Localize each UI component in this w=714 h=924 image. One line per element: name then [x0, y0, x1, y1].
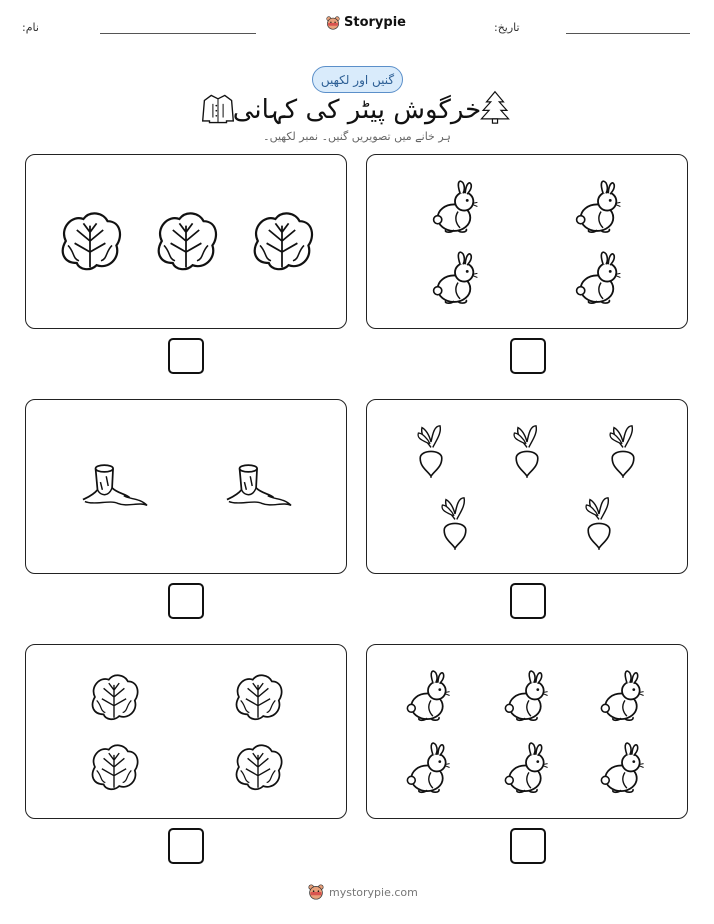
counting-panel-rabbit-6 — [366, 644, 688, 819]
rabbit-icon — [597, 669, 647, 723]
name-line[interactable] — [100, 33, 256, 34]
rabbit-icon — [572, 179, 624, 235]
rabbit-icon — [403, 741, 453, 795]
radish-icon — [413, 424, 449, 478]
worksheet-tag: گنیں اور لکھیں — [312, 66, 403, 93]
answer-box[interactable] — [510, 828, 546, 864]
radish-icon — [509, 424, 545, 478]
footer — [308, 884, 418, 900]
answer-box[interactable] — [510, 338, 546, 374]
counting-panel-radish-5 — [366, 399, 688, 574]
name-label: نام: — [22, 21, 39, 34]
radish-icon — [605, 424, 641, 478]
counting-panel-lettuce-3 — [25, 154, 347, 329]
lettuce-icon — [88, 741, 140, 793]
instructions: ہر خانے میں تصویریں گنیں۔ نمبر لکھیں۔ — [263, 130, 451, 143]
radish-icon — [581, 496, 617, 550]
logo-text: Storypie — [344, 15, 406, 30]
rabbit-icon — [597, 741, 647, 795]
counting-panel-rabbit-4 — [366, 154, 688, 329]
rabbit-icon — [429, 179, 481, 235]
counting-panel-lettuce-4 — [25, 644, 347, 819]
bear-logo-icon — [308, 884, 324, 900]
answer-box[interactable] — [168, 583, 204, 619]
radish-icon — [437, 496, 473, 550]
lettuce-icon — [232, 671, 284, 723]
lettuce-icon — [57, 208, 123, 274]
answer-box[interactable] — [510, 583, 546, 619]
answer-box[interactable] — [168, 338, 204, 374]
lettuce-icon — [249, 208, 315, 274]
tree-icon — [478, 90, 512, 124]
storypie-logo — [326, 15, 406, 30]
rabbit-icon — [501, 741, 551, 795]
lettuce-icon — [232, 741, 284, 793]
rabbit-icon — [572, 250, 624, 306]
rabbit-icon — [429, 250, 481, 306]
tree-stump-icon — [81, 458, 149, 512]
tree-stump-icon — [225, 458, 293, 512]
answer-box[interactable] — [168, 828, 204, 864]
worksheet-title: خرگوش پیٹر کی کہانی — [232, 95, 482, 125]
footer-site[interactable]: mystorypie.com — [329, 885, 418, 899]
lettuce-icon — [153, 208, 219, 274]
date-label: تاریخ: — [494, 21, 520, 34]
rabbit-icon — [501, 669, 551, 723]
date-line[interactable] — [566, 33, 690, 34]
rabbit-icon — [403, 669, 453, 723]
counting-panel-stump-2 — [25, 399, 347, 574]
lettuce-icon — [88, 671, 140, 723]
bear-logo-icon — [326, 16, 340, 30]
